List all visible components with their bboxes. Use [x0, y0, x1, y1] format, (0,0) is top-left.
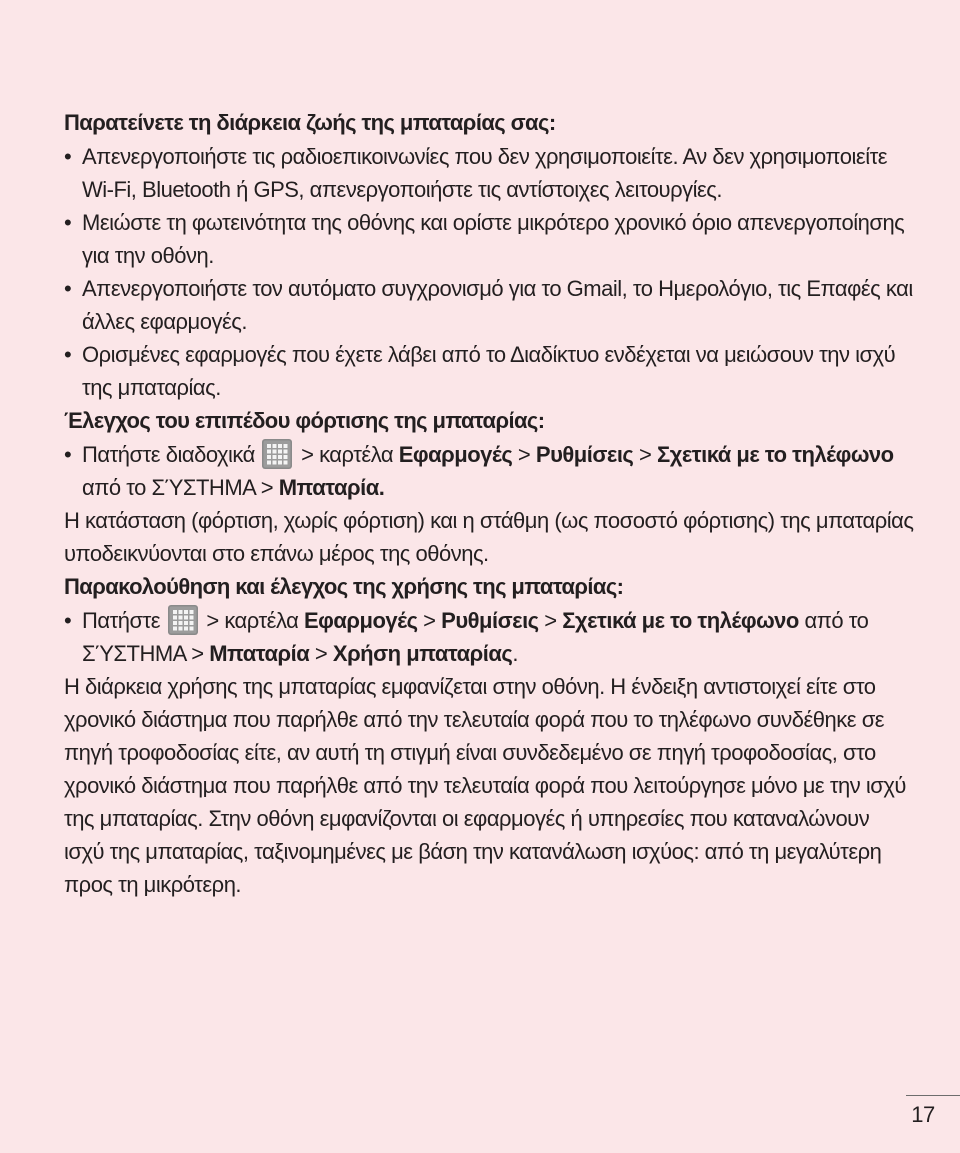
menu-path-apps-tab: Εφαρμογές — [398, 442, 513, 467]
step-text: > καρτέλα — [301, 442, 394, 467]
menu-path-apps-tab: Εφαρμογές — [303, 608, 418, 633]
step-text: > καρτέλα — [206, 608, 299, 633]
bullet-text: Μειώστε τη φωτεινότητα της οθόνης και ορίστε μικρότερο χρονικό όριο απενεργοποίησης για την οθόνη. — [82, 210, 905, 268]
bullet-text: Ορισμένες εφαρμογές που έχετε λάβει από το Διαδίκτυο ενδέχεται να μειώσουν την ισχύ της μπαταρίας. — [82, 342, 896, 400]
paragraph-charge-status: Η κατάσταση (φόρτιση, χωρίς φόρτιση) και η στάθμη (ως ποσοστό φόρτισης) της μπαταρίας υποδεικνύονται στο επάνω μέρος της οθόνης. — [64, 508, 914, 566]
step-text: > — [544, 608, 557, 633]
apps-grid-icon — [168, 605, 198, 635]
paragraph-battery-usage: Η διάρκεια χρήσης της μπαταρίας εμφανίζεται στην οθόνη. Η ένδειξη αντιστοιχεί είτε στο χρονικό διάστημα που παρήλθε από την τελευταία φορά που το τηλέφωνο συνδέθηκε σε πηγή τροφοδοσίας είτε, αν αυτή τη στιγμή είναι συνδεδεμένο σε πηγή τροφοδοσίας, στο χρονικό διάστημα που παρήλθε από την τελευταία φορά που λειτούργησε μόνο με την ισχύ της μπαταρίας. Στην οθόνη εμφανίζονται οι εφαρμογές ή υπηρεσίες που καταναλώνουν ισχύ της μπαταρίας, ταξινομημένες με βάση την κατανάλωση ισχύος: από τη μεγαλύτερη προς τη μικρότερη. — [64, 674, 906, 897]
heading-extend-battery-life: Παρατείνετε τη διάρκεια ζωής της μπαταρίας σας: — [64, 110, 556, 135]
heading-check-charge-level: Έλεγχος του επιπέδου φόρτισης της μπαταρίας: — [64, 408, 545, 433]
step-text: από το ΣΎΣΤΗΜΑ > — [82, 475, 274, 500]
step-text: > — [517, 442, 531, 467]
heading-monitor-battery-usage: Παρακολούθηση και έλεγχος της χρήσης της μπαταρίας: — [64, 574, 624, 599]
footer-rule — [906, 1095, 960, 1096]
instruction-step — [64, 438, 914, 504]
bullet-dot: • — [64, 608, 72, 633]
step-text: > — [423, 608, 436, 633]
menu-path-battery: Μπαταρία. — [278, 475, 385, 500]
instruction-step — [64, 604, 914, 670]
step-text: . — [512, 641, 518, 666]
step-text: > — [314, 641, 328, 666]
menu-path-battery: Μπαταρία — [209, 641, 310, 666]
menu-path-about-phone: Σχετικά με το τηλέφωνο — [562, 608, 799, 633]
bullet-text: Απενεργοποιήστε τον αυτόματο συγχρονισμό για το Gmail, το Ημερολόγιο, τις Επαφές και άλλες εφαρμογές. — [82, 276, 913, 334]
bullet-dot: • — [64, 276, 72, 301]
bullet-dot: • — [64, 144, 72, 169]
menu-path-settings: Ρυθμίσεις — [441, 608, 539, 633]
step-text: Πατήστε διαδοχικά — [82, 442, 255, 467]
menu-path-battery-use: Χρήση μπαταρίας — [332, 641, 513, 666]
bullet-dot: • — [64, 442, 72, 467]
bullet-item — [64, 272, 914, 338]
bullet-text: Απενεργοποιήστε τις ραδιοεπικοινωνίες που δεν χρησιμοποιείτε. Αν δεν χρησιμοποιείτε Wi-Fi, Bluetooth ή GPS, απενεργοποιήστε τις αντίστοιχες λειτουργίες. — [82, 144, 888, 202]
step-text: Πατήστε — [82, 608, 161, 633]
bullet-item — [64, 140, 914, 206]
menu-path-settings: Ρυθμίσεις — [535, 442, 634, 467]
manual-page-content — [64, 106, 914, 901]
bullet-dot: • — [64, 342, 72, 367]
page-number: 17 — [911, 1102, 935, 1127]
apps-grid-icon — [262, 439, 292, 469]
bullet-dot: • — [64, 210, 72, 235]
step-text: > — [639, 442, 652, 467]
bullet-item — [64, 338, 914, 404]
bullet-item — [64, 206, 914, 272]
step-text: από το ΣΎΣΤΗΜΑ > — [82, 608, 869, 666]
menu-path-about-phone: Σχετικά με το τηλέφωνο — [657, 442, 894, 467]
